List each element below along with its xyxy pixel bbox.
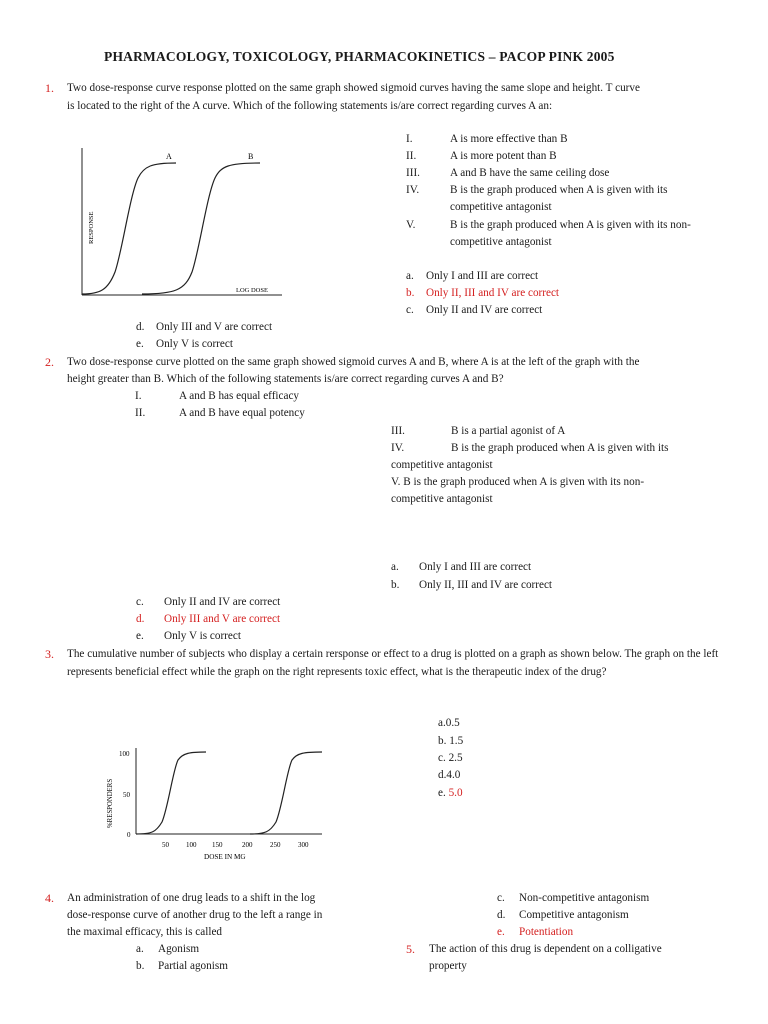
q1-statement-2: II. A is more potent than B bbox=[406, 150, 557, 162]
q3-x-tick-250: 250 bbox=[270, 841, 281, 849]
q2-option-a: a. Only I and III are correct bbox=[391, 561, 532, 573]
page-title: PHARMACOLOGY, TOXICOLOGY, PHARMACOKINETICS – PACOP PINK 2005 bbox=[104, 49, 615, 64]
q2-statement-5: V. B is the graph produced when A is given with its non- bbox=[391, 476, 645, 488]
q3-y-tick-100: 100 bbox=[119, 750, 130, 758]
q1-statement-1: I. A is more effective than B bbox=[406, 133, 568, 145]
q3-beneficial-curve bbox=[136, 752, 206, 834]
q4-option-e-answer: e. Potentiation bbox=[497, 926, 574, 938]
q1-statement-5-cont: competitive antagonist bbox=[450, 236, 552, 248]
q3-x-tick-200: 200 bbox=[242, 841, 253, 849]
question-5-line-2: property bbox=[429, 960, 467, 972]
q1-statement-4-cont: competitive antagonist bbox=[450, 201, 552, 213]
q3-option-c: c. 2.5 bbox=[438, 752, 463, 764]
q2-option-b: b. Only II, III and IV are correct bbox=[391, 579, 553, 591]
question-4-line-1: An administration of one drug leads to a shift in the log bbox=[67, 892, 316, 904]
q3-y-axis-label: %RESPONDERS bbox=[107, 778, 114, 828]
question-2-number: 2. bbox=[45, 355, 54, 369]
q3-x-tick-50: 50 bbox=[162, 841, 169, 849]
q3-option-a: a.0.5 bbox=[438, 717, 460, 729]
q1-y-axis-label: RESPONSE bbox=[88, 211, 95, 244]
q3-toxic-curve bbox=[250, 752, 322, 834]
q1-curve-b bbox=[142, 163, 260, 294]
question-1-number: 1. bbox=[45, 81, 54, 95]
q2-option-d-answer: d. Only III and V are correct bbox=[136, 613, 281, 625]
q2-statement-4: IV. B is the graph produced when A is given with its bbox=[391, 442, 669, 454]
q2-option-c: c. Only II and IV are correct bbox=[136, 596, 281, 608]
q4-option-c: c. Non-competitive antagonism bbox=[497, 892, 650, 904]
q2-statement-3: III. B is a partial agonist of A bbox=[391, 425, 566, 437]
q1-curve-b-label: B bbox=[248, 152, 254, 161]
q4-option-d: d. Competitive antagonism bbox=[497, 909, 629, 921]
question-2-line-2: height greater than B. Which of the following statements is/are correct regarding curves A and B? bbox=[67, 373, 504, 385]
question-3-number: 3. bbox=[45, 647, 54, 661]
q3-x-tick-100: 100 bbox=[186, 841, 197, 849]
q3-responders-graph bbox=[100, 742, 330, 866]
question-4-number: 4. bbox=[45, 891, 54, 905]
question-3-text: The cumulative number of subjects who display a certain rersponse or effect to a drug is plotted on a graph as shown below. The graph on the left represents beneficial effect while the graph on the right represents toxic effect, what is the therapeutic index of the drug? bbox=[67, 648, 719, 678]
q3-y-tick-50: 50 bbox=[123, 791, 130, 799]
question-1-line-2: is located to the right of the A curve. Which of the following statements is/are correct regarding curves A an: bbox=[67, 100, 553, 112]
q1-statement-4: IV. B is the graph produced when A is given with its bbox=[406, 184, 668, 196]
question-5-number: 5. bbox=[406, 942, 415, 956]
q1-option-e: e. Only V is correct bbox=[136, 338, 233, 350]
q2-statement-1: I. A and B has equal efficacy bbox=[135, 390, 300, 402]
question-4-line-3: the maximal efficacy, this is called bbox=[67, 926, 223, 938]
q3-option-e-answer: e. 5.0 bbox=[438, 787, 463, 799]
q3-x-tick-300: 300 bbox=[298, 841, 309, 849]
q4-option-a: a. Agonism bbox=[136, 943, 200, 955]
q1-option-d: d. Only III and V are correct bbox=[136, 321, 273, 333]
q1-option-b-answer: b. Only II, III and IV are correct bbox=[406, 287, 560, 299]
q1-x-axis-label: LOG DOSE bbox=[236, 287, 268, 294]
q1-dose-response-graph bbox=[70, 140, 292, 302]
question-2-line-1: Two dose-response curve plotted on the same graph showed sigmoid curves A and B, where A is at the left of the graph with the bbox=[67, 356, 640, 368]
q1-statement-3: III. A and B have the same ceiling dose bbox=[406, 167, 610, 179]
q2-option-e: e. Only V is correct bbox=[136, 630, 241, 642]
question-4-line-2: dose-response curve of another drug to the left a range in bbox=[67, 909, 323, 921]
q1-option-a: a. Only I and III are correct bbox=[406, 270, 539, 282]
question-1-line-1: Two dose-response curve response plotted on the same graph showed sigmoid curves having the same slope and height. T curve bbox=[67, 82, 640, 94]
q3-x-tick-150: 150 bbox=[212, 841, 223, 849]
q2-statement-5-cont: competitive antagonist bbox=[391, 493, 493, 505]
q4-option-b: b. Partial agonism bbox=[136, 960, 228, 972]
q2-statement-2: II. A and B have equal potency bbox=[135, 407, 305, 419]
q3-y-tick-0: 0 bbox=[127, 831, 131, 839]
q3-x-axis-label: DOSE IN MG bbox=[204, 853, 246, 861]
q2-statement-4-cont: competitive antagonist bbox=[391, 459, 493, 471]
q1-statement-5: V. B is the graph produced when A is given with its non- bbox=[406, 219, 691, 231]
question-5-line-1: The action of this drug is dependent on a colligative bbox=[429, 943, 662, 955]
q3-option-b: b. 1.5 bbox=[438, 735, 464, 747]
q3-option-d: d.4.0 bbox=[438, 769, 461, 781]
q1-curve-a bbox=[82, 163, 176, 294]
q1-curve-a-label: A bbox=[166, 152, 172, 161]
q1-option-c: c. Only II and IV are correct bbox=[406, 304, 543, 316]
